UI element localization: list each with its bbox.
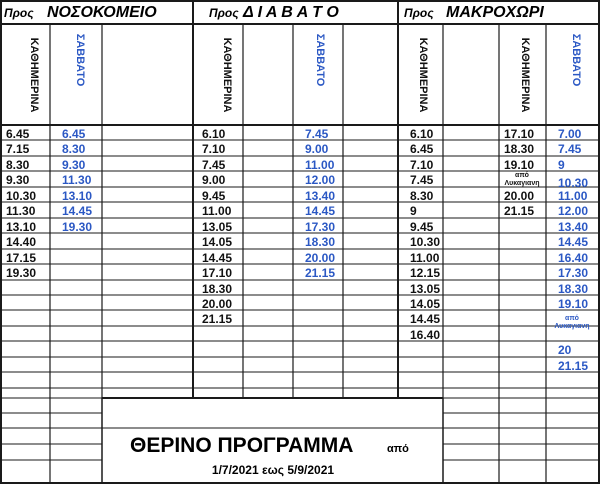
time-value: 21.15	[558, 359, 589, 373]
time-value: 11.30	[6, 204, 36, 218]
time-value: 7.10	[410, 158, 434, 172]
table-grid	[1, 1, 599, 483]
header-nosokomeio-name: ΝΟΣΟΚΟΜΕΙΟ	[47, 4, 157, 21]
time-value: 14.45	[410, 312, 441, 326]
time-cells	[6, 127, 590, 373]
time-value: 20.00	[202, 297, 233, 311]
label-weekday-makroxori: ΚΑΘΗΜΕΡΙΝΑ	[417, 37, 429, 113]
time-value: 14.45	[305, 204, 336, 218]
footer-suffix: από	[387, 443, 409, 455]
time-value: 14.40	[6, 235, 37, 249]
time-value: 18.30	[305, 235, 336, 249]
footer	[130, 434, 409, 477]
time-value: 7.45	[558, 142, 582, 156]
time-value: 6.45	[6, 127, 30, 141]
footer-title: ΘΕΡΙΝΟ ΠΡΟΓΡΑΜΜΑ	[130, 434, 354, 457]
time-value: 21.15	[504, 204, 535, 218]
label-saturday-diavato: ΣΑΒΒΑΤΟ	[314, 33, 326, 87]
time-value: 17.15	[6, 251, 37, 265]
time-value: 13.10	[6, 220, 37, 234]
label-saturday-makroxori: ΣΑΒΒΑΤΟ	[570, 33, 582, 87]
time-value: 9.00	[305, 142, 329, 156]
header-makroxori-name: ΜΑΚΡΟΧΩΡΙ	[446, 4, 544, 21]
time-value: 14.05	[202, 235, 233, 249]
time-value: 11.00	[410, 251, 440, 265]
time-value: 9.30	[62, 158, 86, 172]
header-diavato-name: Δ Ι Α Β Α Τ Ο	[243, 4, 339, 21]
time-value: 16.40	[410, 328, 441, 342]
time-value: 7.00	[558, 127, 582, 141]
time-value: 14.45	[202, 251, 233, 265]
time-value: 14.45	[558, 235, 589, 249]
time-value: 7.45	[410, 173, 434, 187]
time-value: 9.45	[410, 220, 434, 234]
time-value: 12.00	[558, 204, 589, 218]
label-saturday-nosokomeio: ΣΑΒΒΑΤΟ	[74, 33, 86, 87]
time-value: 6.45	[62, 127, 86, 141]
time-value: 20.00	[504, 189, 535, 203]
time-value: 6.45	[410, 142, 434, 156]
time-value: 10.30	[6, 189, 37, 203]
time-note: από	[565, 315, 579, 322]
time-value: 17.30	[305, 220, 336, 234]
time-value: 7.45	[305, 127, 329, 141]
time-value: 19.10	[504, 158, 535, 172]
time-note: Λυκαγιανη	[504, 180, 540, 187]
time-value: 14.05	[410, 297, 441, 311]
time-value: 20.00	[305, 251, 336, 265]
label-weekday2-makroxori: ΚΑΘΗΜΕΡΙΝΑ	[519, 37, 531, 113]
time-value: 13.05	[410, 282, 441, 296]
time-value: 20	[558, 343, 572, 357]
time-value: 16.40	[558, 251, 589, 265]
time-value: 13.40	[558, 220, 589, 234]
header-makroxori-prefix: Προς	[404, 6, 434, 20]
time-value: 7.10	[202, 142, 226, 156]
time-value: 14.45	[62, 204, 93, 218]
time-value: 6.10	[202, 127, 226, 141]
time-value: 19.30	[62, 220, 93, 234]
header-row	[4, 4, 544, 21]
time-value: 12.00	[305, 173, 336, 187]
time-value: 8.30	[410, 189, 434, 203]
time-value: 19.10	[558, 297, 589, 311]
label-weekday-nosokomeio: ΚΑΘΗΜΕΡΙΝΑ	[28, 37, 40, 113]
time-value: 9.30	[6, 173, 30, 187]
time-value: 11.00	[558, 189, 588, 203]
time-value: 19.30	[6, 266, 37, 280]
outer-border	[1, 1, 599, 483]
time-value: 13.10	[62, 189, 93, 203]
label-weekday-diavato: ΚΑΘΗΜΕΡΙΝΑ	[221, 37, 233, 113]
time-value: 17.10	[202, 266, 233, 280]
time-value: 7.45	[202, 158, 226, 172]
time-value: 9.45	[202, 189, 226, 203]
time-value: 9.00	[202, 173, 226, 187]
time-value: 17.30	[558, 266, 589, 280]
time-value: 8.30	[62, 142, 86, 156]
footer-dates: 1/7/2021 εως 5/9/2021	[211, 463, 335, 477]
time-note: από	[515, 172, 529, 179]
time-value: 13.05	[202, 220, 233, 234]
time-value: 18.30	[202, 282, 233, 296]
time-value: 6.10	[410, 127, 434, 141]
time-value: 18.30	[504, 142, 535, 156]
time-value: 10.30	[410, 235, 441, 249]
time-value: 11.00	[305, 158, 335, 172]
time-value: 12.15	[410, 266, 441, 280]
time-value: 21.15	[202, 312, 233, 326]
time-value: 17.10	[504, 127, 535, 141]
time-value: 9	[558, 158, 565, 172]
time-value: 18.30	[558, 282, 589, 296]
time-value: 21.15	[305, 266, 336, 280]
time-value: 11.00	[202, 204, 232, 218]
header-diavato-prefix: Προς	[209, 6, 239, 20]
time-value: 11.30	[62, 173, 92, 187]
time-value: 9	[410, 204, 417, 218]
time-note: Λυκαγιανη	[554, 323, 590, 330]
time-value: 8.30	[6, 158, 30, 172]
time-value: 7.15	[6, 142, 30, 156]
header-nosokomeio-prefix: Προς	[4, 6, 34, 20]
time-value: 10.30	[558, 176, 589, 190]
time-value: 13.40	[305, 189, 336, 203]
